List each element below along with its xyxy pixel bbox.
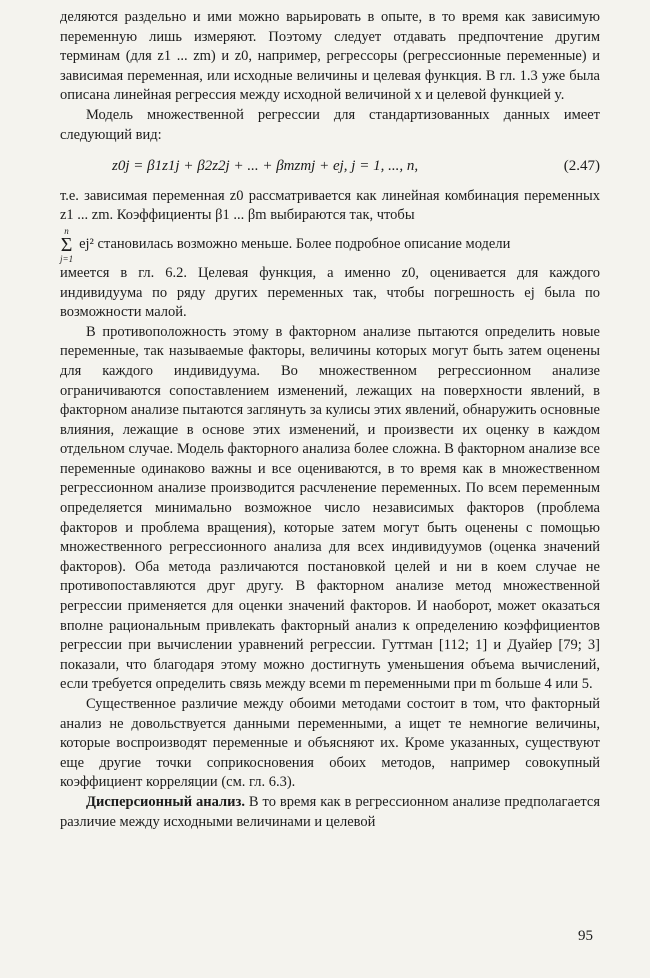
paragraph-variance-text: В то время как в регрессионном анализе предполагается различие между исходными величинами и целевой [60,793,600,830]
sum-upper-limit: n [64,225,69,236]
paragraph-target-function: имеется в гл. 6.2. Целевая функция, а именно z0, оценивается для каждого индивидуума по ряду других переменных так, чтобы погрешность ej была по возможности малой. [60,264,600,321]
equation-body: z0j = β1z1j + β2z2j + ... + βmzmj + ej, j = 1, ..., n, [112,158,419,175]
paragraph-continuation: деляются раздельно и ими можно варьировать в опыте, в то время как зависимую переменную лишь измеряют. Поэтому следует отдавать предпочтение другим терминам (для z1 ... zm) и z0, например, регрессоры (регрессионные переменные) и зависимая переменная, или исходные величины и целевая функция. В гл. 1.3 уже была описана линейная регрессия между исходной величиной x и целевой функцией y. [60,9,600,104]
page-body [60,8,600,832]
sum-line [60,226,600,264]
sum-lower-limit: j=1 [60,253,74,264]
paragraph-linear-combination: т.е. зависимая переменная z0 рассматривается как линейная комбинация переменных z1 ... zm. Коэффициенты β1 ... βm выбираются так, чтобы [60,187,600,224]
sigma-sign: Σ [60,233,73,256]
paragraph-model-intro: Модель множественной регрессии для стандартизованных данных имеет следующий вид: [60,106,600,143]
section-heading: Дисперсионный анализ. [86,793,245,810]
equation-number: (2.47) [563,158,600,175]
paragraph-essential-difference: Существенное различие между обоими методами состоит в том, что факторный анализ не довольствуется данными переменными, а ищет те немногие величины, которые воспроизводят переменные и объясняют их. Кроме указанных, существуют еще другие точки соприкосновения обоих методов, например совокупный коэффициент корреляции (см. гл. 6.3). [60,696,600,791]
sum-line-text: ej² становилась возможно меньше. Более подробное описание модели [79,236,511,253]
paragraph-factor-analysis: В противоположность этому в факторном анализе пытаются определить новые переменные, так называемые факторы, величины которых могут быть затем оценены для каждого индивидуума. Во множественном регрессионном анализе ограничиваются сопоставлением изменений, лежащих на поверхности явлений, в факторном анализе пытаются заглянуть за кулисы этих явлений, обнаружить основные влияния, лежащие в основе этих изменений, и произвести их оценку в каждом отдельном случае. Модель факторного анализа более сложна. В факторном анализе все переменные одинаково важны и все оцениваются, в то время как в множественном регрессионном анализе производится расчленение переменных. По всем переменным определяется минимально возможное число независимых факторов (проблема факторов и проблема вращения), которые затем могут быть оценены с помощью множественного регрессионного анализа для всех индивидуумов (оценка значений факторов). Оба метода различаются постановкой целей и ни в коем случае не противопоставляются друг другу. В факторном анализе метод множественной регрессии применяется для оценки значений факторов. И наоборот, может оказаться вполне рациональным привлекать факторный анализ к определению коэффициентов регрессии при вычислении уравнений регрессии. Гуттман [112; 1] и Дуайер [79; 3] показали, что благодаря этому можно достигнуть уменьшения объема вычислений, если требуется определить связь между всеми m переменными при m больше 4 или 5. [60,323,600,693]
paragraph-variance-analysis [60,793,600,832]
equation-2-47 [60,157,600,177]
summation-symbol [60,226,73,264]
page-number: 95 [578,928,593,944]
